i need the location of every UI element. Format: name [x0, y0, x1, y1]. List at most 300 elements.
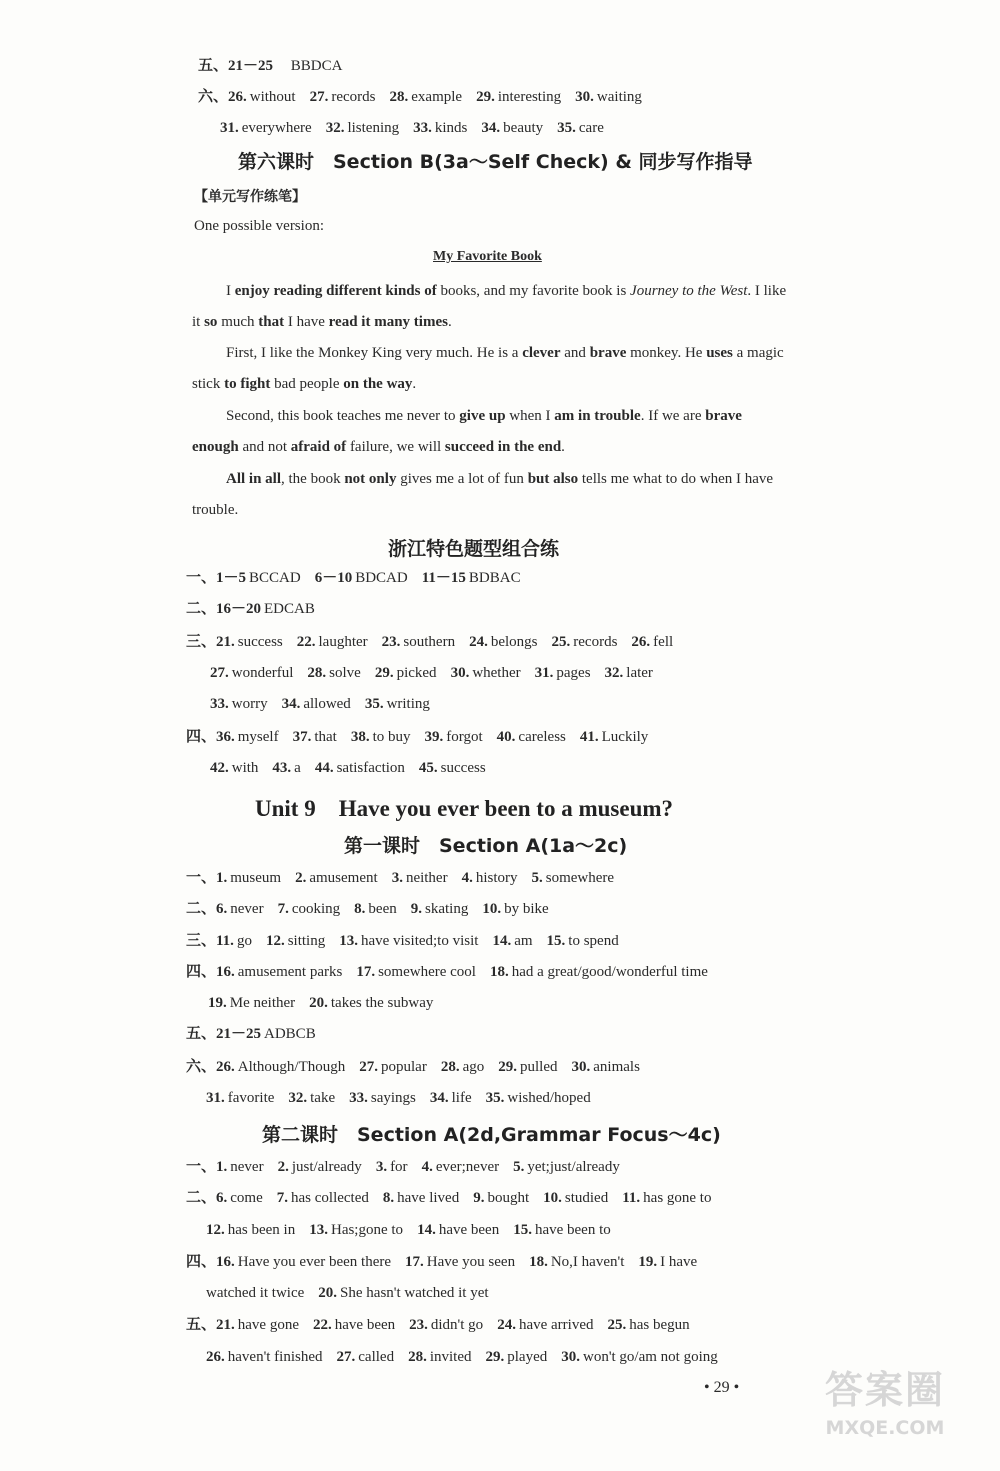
answer-text: Have you ever been there	[237, 1254, 392, 1270]
row-liu-2	[220, 118, 618, 138]
answer-number: 9.	[473, 1190, 485, 1206]
answer-item	[186, 1026, 316, 1042]
answer-number: 27.	[309, 89, 329, 105]
zj-row-5	[210, 694, 444, 714]
answer-item	[293, 729, 337, 745]
answer-text: have gone	[237, 1317, 299, 1333]
answer-text: popular	[381, 1059, 427, 1075]
answer-number: 三、21.	[186, 634, 235, 650]
essay-para-2: First, I like the Monkey King very much. He is a clever and brave monkey. He uses a magic stick to fight bad people on the way.	[192, 345, 784, 392]
answer-number: 33.	[210, 696, 229, 712]
u9l2-row-1	[186, 1157, 634, 1177]
answer-text: forgot	[446, 729, 483, 745]
answer-number: 28.	[307, 665, 327, 681]
answer-text: pulled	[520, 1059, 558, 1075]
answer-item	[208, 995, 295, 1011]
answer-number: 45.	[418, 760, 438, 776]
answer-number: 10.	[482, 901, 502, 917]
answer-item	[186, 1190, 263, 1206]
answer-item	[307, 665, 360, 681]
answer-text: sayings	[370, 1090, 416, 1106]
answer-item	[315, 760, 405, 776]
answer-number: 29.	[498, 1059, 518, 1075]
answer-text: has gone to	[643, 1190, 712, 1206]
u9l1-row-4	[186, 962, 722, 982]
answer-number: 41.	[579, 729, 599, 745]
answer-item	[206, 1285, 304, 1301]
answer-text: has been in	[227, 1222, 296, 1238]
answer-item	[409, 1317, 483, 1333]
answer-item	[513, 1159, 620, 1175]
answer-number: 24.	[469, 634, 488, 650]
answer-number: 5.	[513, 1159, 525, 1175]
answer-text: sitting	[287, 933, 326, 949]
answer-number: 27.	[336, 1349, 356, 1365]
answer-text: invited	[429, 1349, 472, 1365]
u9l1-row-5	[208, 993, 447, 1013]
answer-number: 13.	[309, 1222, 328, 1238]
answer-item	[206, 1090, 274, 1106]
answer-text: ADBCB	[264, 1026, 316, 1042]
answer-text: everywhere	[241, 120, 312, 136]
answer-number: 二、6.	[186, 1190, 228, 1206]
answer-item	[476, 89, 561, 105]
answer-item	[282, 696, 351, 712]
answer-number: 38.	[350, 729, 370, 745]
answer-text: myself	[237, 729, 279, 745]
answer-number: 12.	[265, 933, 285, 949]
answer-text: to buy	[372, 729, 411, 745]
answer-item	[186, 1317, 299, 1333]
answer-number: 四、16.	[186, 964, 235, 980]
answer-text: solve	[329, 665, 361, 681]
answer-number: 43.	[272, 760, 292, 776]
answer-number: 28.	[440, 1059, 460, 1075]
answer-text: ever;never	[435, 1159, 500, 1175]
answer-item	[497, 1317, 593, 1333]
answer-item	[186, 729, 279, 745]
zj-row-4	[210, 663, 667, 683]
answer-number: 15.	[513, 1222, 532, 1238]
answer-item	[220, 120, 312, 136]
answer-text: ago	[462, 1059, 485, 1075]
answer-number: 18.	[529, 1254, 548, 1270]
answer-item	[561, 1349, 718, 1365]
answer-number: 11.	[622, 1190, 641, 1206]
answer-item	[383, 1190, 459, 1206]
answer-number: 17.	[405, 1254, 424, 1270]
answer-item	[513, 1222, 611, 1238]
answer-text: satisfaction	[336, 760, 405, 776]
answer-item	[349, 1090, 416, 1106]
answer-item	[310, 89, 376, 105]
answer-text: played	[507, 1349, 548, 1365]
answer-number: 31.	[206, 1090, 225, 1106]
answer-text: Luckily	[601, 729, 649, 745]
page-number: • 29 •	[704, 1379, 740, 1396]
answer-item	[309, 1222, 403, 1238]
answer-item	[297, 634, 368, 650]
answer-text: bought	[487, 1190, 530, 1206]
answer-number: 34.	[281, 696, 301, 712]
answer-text: waiting	[596, 89, 642, 105]
answer-text: care	[578, 120, 604, 136]
answer-text: with	[231, 760, 259, 776]
answer-item	[198, 89, 296, 105]
answer-text: wonderful	[231, 665, 294, 681]
u9l2-row-6	[186, 1315, 704, 1335]
answer-number: 14.	[492, 933, 512, 949]
answer-item	[473, 1190, 529, 1206]
answer-item	[278, 1159, 362, 1175]
answer-number: 35.	[364, 696, 384, 712]
answer-item	[186, 901, 264, 917]
answer-text: has collected	[291, 1190, 369, 1206]
answer-number: 32.	[288, 1090, 308, 1106]
answer-item	[351, 729, 411, 745]
answer-text: cooking	[291, 901, 341, 917]
u9l2-row-7	[206, 1347, 732, 1367]
answer-number: 34.	[481, 120, 501, 136]
answer-text: amusement parks	[237, 964, 343, 980]
answer-number: 30.	[561, 1349, 580, 1365]
answer-text: skating	[424, 901, 469, 917]
answer-item	[382, 634, 455, 650]
answer-text: have been	[438, 1222, 500, 1238]
answer-item	[422, 570, 521, 586]
answer-text: history	[475, 870, 518, 886]
answer-text: didn't go	[430, 1317, 484, 1333]
answer-text: interesting	[497, 89, 562, 105]
answer-text: haven't finished	[227, 1349, 323, 1365]
unit9-title: Unit 9 Have you ever been to a museum?	[255, 796, 674, 821]
answer-number: 六、26.	[198, 89, 247, 105]
answer-number: 28.	[408, 1349, 427, 1365]
u9l2-row-5	[206, 1283, 503, 1303]
row-wu: 五、21－25 BBDCA	[198, 58, 343, 74]
answer-text: example	[411, 89, 463, 105]
essay-title: My Favorite Book	[433, 249, 542, 264]
answer-number: 20.	[309, 995, 328, 1011]
zj-row-3	[186, 632, 687, 652]
answer-item	[425, 729, 483, 745]
answer-item	[417, 1222, 499, 1238]
answer-number: 35.	[485, 1090, 505, 1106]
answer-item	[622, 1190, 711, 1206]
answer-text: No,I haven't	[550, 1254, 625, 1270]
answer-text: by bike	[504, 901, 549, 917]
answer-text: pages	[556, 665, 591, 681]
zj-row-2	[186, 599, 329, 619]
u9l1-row-6	[186, 1024, 330, 1044]
answer-number: 五、21－25	[186, 1026, 262, 1042]
answer-item	[272, 760, 300, 776]
answer-item	[490, 964, 708, 980]
answer-item	[486, 1090, 591, 1106]
answer-item	[482, 901, 548, 917]
answer-item	[278, 901, 341, 917]
answer-item	[547, 933, 619, 949]
answer-text: to spend	[568, 933, 619, 949]
answer-item	[359, 1059, 427, 1075]
answer-number: 一、1.	[186, 870, 228, 886]
answer-text: have arrived	[518, 1317, 594, 1333]
answer-number: 22.	[296, 634, 316, 650]
answer-item	[413, 120, 467, 136]
answer-item	[186, 933, 252, 949]
answer-number: 31.	[220, 120, 239, 136]
answer-number: 一、1－5	[186, 570, 247, 586]
answer-item	[315, 570, 408, 586]
answer-text: yet;just/already	[527, 1159, 620, 1175]
answer-number: 35.	[557, 120, 576, 136]
answer-text: somewhere cool	[378, 964, 476, 980]
answer-text: watched it twice	[206, 1285, 305, 1301]
answer-item	[186, 1159, 264, 1175]
answer-item	[186, 964, 342, 980]
answer-text: She hasn't watched it yet	[340, 1285, 489, 1301]
answer-number: 18.	[489, 964, 509, 980]
answer-number: 44.	[314, 760, 334, 776]
answer-item	[186, 870, 281, 886]
answer-text: have lived	[397, 1190, 460, 1206]
answer-item	[638, 1254, 697, 1270]
answer-item	[557, 120, 604, 136]
answer-text: have visited;to visit	[360, 933, 479, 949]
answer-item	[295, 870, 378, 886]
answer-text: Me neither	[229, 995, 296, 1011]
answer-text: success	[440, 760, 486, 776]
answer-item	[481, 120, 543, 136]
answer-item	[498, 1059, 557, 1075]
answer-item	[532, 870, 615, 886]
answer-number: 一、1.	[186, 1159, 228, 1175]
answer-number: 12.	[206, 1222, 225, 1238]
answer-text: amusement	[309, 870, 378, 886]
answer-item	[419, 760, 486, 776]
u9l2-row-2	[186, 1188, 725, 1208]
answer-text: Has;gone to	[330, 1222, 404, 1238]
answer-item	[411, 901, 469, 917]
answer-item	[469, 634, 537, 650]
answer-item	[266, 933, 325, 949]
answer-item	[337, 1349, 395, 1365]
answer-text: later	[626, 665, 653, 681]
answer-text: life	[451, 1090, 472, 1106]
answer-text: been	[368, 901, 397, 917]
answer-text: records	[573, 634, 618, 650]
answer-item	[422, 1159, 500, 1175]
answer-number: 29.	[476, 89, 495, 105]
answer-text: Although/Though	[237, 1059, 346, 1075]
answer-text: wished/hoped	[507, 1090, 591, 1106]
answer-number: 23.	[409, 1317, 428, 1333]
answer-number: 8.	[354, 901, 366, 917]
answer-item	[326, 120, 399, 136]
answer-text: fell	[653, 634, 674, 650]
answer-text: takes the subway	[330, 995, 434, 1011]
answer-item	[451, 665, 521, 681]
lesson1-title: 第一课时 Section A(1a～2c)	[344, 835, 628, 857]
row-liu-1	[198, 87, 656, 107]
answer-item	[309, 995, 433, 1011]
answer-number: 4.	[461, 870, 473, 886]
answer-item	[529, 1254, 624, 1270]
answer-number: 3.	[375, 1159, 388, 1175]
u9l1-row-2	[186, 899, 563, 919]
answer-text: favorite	[227, 1090, 275, 1106]
answer-item	[313, 1317, 395, 1333]
answer-item	[462, 870, 518, 886]
answer-number: 32.	[604, 665, 624, 681]
answer-number: 13.	[339, 933, 358, 949]
answer-number: 5.	[531, 870, 543, 886]
u9l1-row-8	[206, 1088, 605, 1108]
answer-number: 20.	[318, 1285, 338, 1301]
answer-number: 22.	[313, 1317, 332, 1333]
answer-item	[535, 665, 591, 681]
essay-para-4: All in all, the book not only gives me a lot of fun but also tells me what to do when I have trouble.	[192, 471, 774, 518]
answer-text: whether	[472, 665, 521, 681]
answer-text: allowed	[303, 696, 351, 712]
answer-number: 30.	[571, 1059, 591, 1075]
answer-text: have been	[334, 1317, 396, 1333]
answer-number: 33.	[349, 1090, 368, 1106]
answer-text: laughter	[318, 634, 368, 650]
answer-item	[631, 634, 673, 650]
answer-text: beauty	[503, 120, 544, 136]
answer-item	[543, 1190, 608, 1206]
answer-number: 四、16.	[186, 1254, 235, 1270]
answer-text: picked	[396, 665, 437, 681]
answer-item	[492, 933, 532, 949]
zj-row-1	[186, 568, 535, 588]
answer-text: that	[314, 729, 337, 745]
answer-item	[186, 601, 315, 617]
answer-item	[497, 729, 566, 745]
answer-item	[552, 634, 618, 650]
answer-text: neither	[405, 870, 448, 886]
answer-number: 2.	[277, 1159, 289, 1175]
answer-text: writing	[386, 696, 430, 712]
answer-number: 19.	[638, 1254, 658, 1270]
essay-para-1: I enjoy reading different kinds of books, and my favorite book is Journey to the West. I like it so much that I have read it many times.	[192, 283, 787, 330]
answer-text: have been to	[534, 1222, 611, 1238]
lesson2-title: 第二课时 Section A(2d,Grammar Focus～4c)	[262, 1124, 721, 1146]
answer-number: 37.	[292, 729, 312, 745]
answer-number: 28.	[389, 89, 409, 105]
answer-number: 10.	[543, 1190, 562, 1206]
answer-item	[354, 901, 397, 917]
answer-number: 31.	[534, 665, 554, 681]
answer-number: 39.	[424, 729, 444, 745]
answer-number: 二、16－20	[186, 601, 262, 617]
answer-text: without	[249, 89, 296, 105]
answer-number: 9.	[410, 901, 422, 917]
answer-number: 2.	[295, 870, 307, 886]
answer-number: 6－10	[314, 570, 353, 586]
answer-item	[186, 570, 301, 586]
answer-text: records	[331, 89, 376, 105]
answer-number: 六、26.	[186, 1059, 235, 1075]
answer-number: 32.	[325, 120, 345, 136]
answer-item	[318, 1285, 488, 1301]
answer-text: for	[390, 1159, 408, 1175]
answer-number: 15.	[546, 933, 566, 949]
answer-text: listening	[347, 120, 400, 136]
zhejiang-title: 浙江特色题型组合练	[388, 538, 560, 560]
answer-item	[206, 1349, 323, 1365]
answer-text: has begun	[629, 1317, 690, 1333]
answer-item	[572, 1059, 640, 1075]
answer-text: BDBAC	[468, 570, 521, 586]
u9l1-row-7	[186, 1057, 654, 1077]
lesson6-title: 第六课时 Section B(3a～Self Check) & 同步写作指导	[238, 151, 753, 173]
answer-number: 五、21.	[186, 1317, 235, 1333]
u9l1-row-1	[186, 868, 628, 888]
answer-text: BCCAD	[249, 570, 301, 586]
answer-item	[390, 89, 463, 105]
version-label: One possible version:	[194, 218, 324, 234]
answer-number: 四、36.	[186, 729, 235, 745]
answer-text: southern	[403, 634, 456, 650]
answer-number: 11－15	[421, 570, 466, 586]
answer-number: 29.	[485, 1349, 505, 1365]
answer-number: 24.	[497, 1317, 516, 1333]
answer-number: 三、11.	[186, 933, 234, 949]
answer-number: 8.	[382, 1190, 395, 1206]
answer-item	[206, 1222, 295, 1238]
answer-number: 30.	[575, 89, 594, 105]
answer-text: kinds	[434, 120, 468, 136]
essay-para-3: Second, this book teaches me never to give up when I am in trouble. If we are brave enough and not afraid of failure, we will succeed in the end.	[192, 408, 742, 455]
answer-number: 30.	[450, 665, 470, 681]
answer-item	[575, 89, 642, 105]
answer-number: 3.	[391, 870, 403, 886]
answer-text: am	[514, 933, 533, 949]
answer-item	[405, 1254, 515, 1270]
answer-text: BDCAD	[355, 570, 408, 586]
answer-number: 33.	[413, 120, 432, 136]
answer-text: Have you seen	[426, 1254, 516, 1270]
answer-item	[186, 1254, 391, 1270]
zj-row-6	[186, 727, 662, 747]
answer-text: go	[236, 933, 252, 949]
answer-text: belongs	[490, 634, 538, 650]
answer-text: I have	[660, 1254, 698, 1270]
answer-number: 17.	[356, 964, 376, 980]
answer-item	[186, 634, 283, 650]
answer-text: worry	[231, 696, 268, 712]
answer-item	[210, 760, 258, 776]
answer-number: 25.	[607, 1317, 627, 1333]
answer-number: 25.	[551, 634, 571, 650]
answer-text: EDCAB	[264, 601, 315, 617]
answer-item	[210, 696, 268, 712]
answer-number: 二、6.	[186, 901, 228, 917]
zj-row-7	[210, 758, 500, 778]
answer-text: never	[230, 1159, 264, 1175]
answer-number: 23.	[381, 634, 401, 650]
answer-item	[441, 1059, 484, 1075]
answer-number: 42.	[210, 760, 229, 776]
answer-item	[375, 665, 437, 681]
answer-item	[580, 729, 648, 745]
u9l2-row-4	[186, 1252, 711, 1272]
answer-number: 26.	[206, 1349, 225, 1365]
answer-item	[356, 964, 476, 980]
answer-text: come	[230, 1190, 263, 1206]
